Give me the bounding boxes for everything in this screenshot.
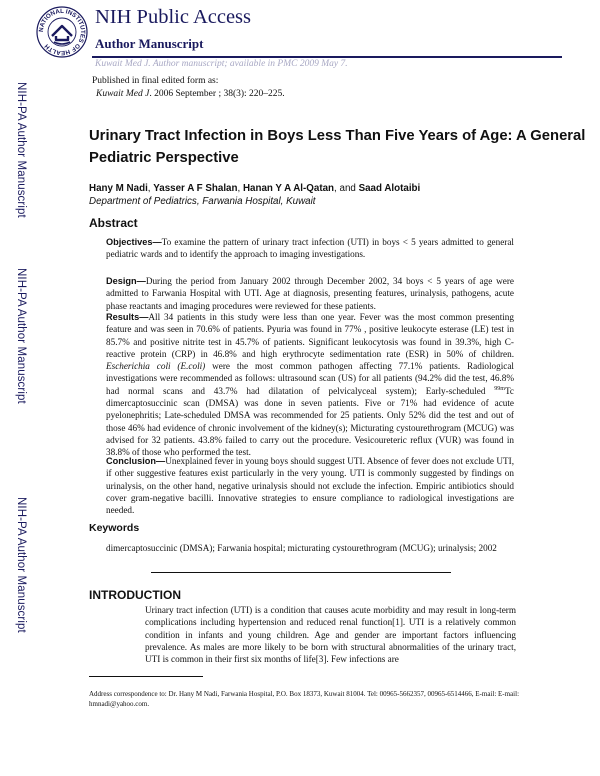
footnote-text: Address correspondence to: Dr. Hany M Nadi, Farwania Hospital, P.O. Box 18373, Kuwait 81004. Tel: 00965-5662357, 00965-6514466, E-mail: E-mail: hmnadi@yahoo.com.: [89, 690, 520, 708]
results-text-3: Tc dimercaptosuccinic scan (DMSA) was done in seven patients. Five or 71% had evidence of acute pyelonephritis; Late-scheduled DMSA was recommended for 25 patients. Only 52% did the test and out of those 46% had evidence of chronic involvement of the kidney(s); Micturating cystourethrogram (MCUG) was advised for 32 patients. 43.8% failed to carry out the procedure. Vesicoureteric reflux (VUR) was found in 38.8% of those who performed the test.: [106, 385, 514, 458]
header-title: NIH Public Access: [95, 6, 252, 28]
conclusion-label: Conclusion—: [106, 456, 166, 466]
keywords-text: dimercaptosuccinic (DMSA); Farwania hospital; micturating cystourethrogram (MCUG); urinalysis; 2002: [106, 543, 497, 553]
publication-citation: [92, 88, 285, 101]
results-isotope: 99m: [494, 385, 505, 392]
author-4: Saad Alotaibi: [358, 183, 421, 194]
design-text: During the period from January 2002 through December 2002, 34 boys < 5 years of age were admitted to Farwania Hospital with UTI. Age at diagnosis, presenting features, urinalysis, pathogens, acute phase reactants and imaging procedures were reviewed for these patients.: [106, 276, 514, 311]
author-and: , and: [334, 183, 359, 194]
conclusion-text: Unexplained fever in young boys should suggest UTI. Absence of fever does not exclude UTI, if other suggestive features exist particularly in the very young. UTI is commonly suggested by findings on urinalysis, on the other hand, negative urinalysis should not exclude the infection. Empiric antibiotics should cover gram-negative bacilli. Innovative strategies to ensure compliance to radiological investigations are needed.: [106, 456, 514, 516]
sidebar-label-middle: NIH-PA Author Manuscript: [15, 268, 27, 404]
abstract-results: [106, 311, 514, 459]
keywords-heading: Keywords: [89, 522, 140, 534]
introduction-heading: INTRODUCTION: [89, 588, 181, 602]
citation-details: . 2006 September ; 38(3): 220–225.: [149, 89, 285, 99]
author-3: Hanan Y A Al-Qatan: [242, 183, 335, 194]
nih-seal-logo: [36, 6, 88, 58]
abstract-conclusion: [106, 455, 514, 516]
publication-info: [92, 75, 285, 101]
svg-text:NATIONAL INSTITUTES OF HEALTH: NATIONAL INSTITUTES OF HEALTH: [37, 7, 87, 57]
header-rule: [92, 56, 562, 58]
footnote-rule: [89, 676, 203, 677]
author-1: Hany M Nadi: [89, 183, 148, 194]
objectives-text: To examine the pattern of urinary tract infection (UTI) in boys < 5 years admitted to general pediatric wards and to identify the approach to imaging investigations.: [106, 237, 514, 260]
header-subtitle: Author Manuscript: [95, 36, 204, 51]
author-separator: ,: [147, 183, 154, 194]
results-text-1: All 34 patients in this study were less than one year. Fever was the most common presenting feature and was seen in 70.6% of patients. Pyuria was found in 77% , positive leukocyte esterase (LE) test in 85.7% and positive nitrite test in 45.7% of patients. Significant leukocytosis was found in 39.3%, high C-reactive protein (CRP) in 46.8% and high erythrocyte sedimentation rate (ESR) in 50% of children.: [106, 312, 514, 359]
author-list: [89, 182, 420, 195]
design-label: Design—: [106, 276, 146, 286]
abstract-heading: Abstract: [89, 216, 138, 230]
author-separator: ,: [237, 183, 243, 194]
author-2: Yasser A F Shalan: [153, 183, 238, 194]
results-text-2: were the most common pathogen affecting 77.1% patients. Radiological investigations were recommended as follows: ultrasound scan (US) for all patients (94.2% did the test, 46.8% had normal scans and 43.7% had dilatation of pelvicalyceal system); Early-scheduled: [106, 361, 514, 396]
abstract-objectives: [106, 236, 514, 261]
affiliation: Department of Pediatrics, Farwania Hospital, Kuwait: [89, 196, 316, 207]
published-label: Published in final edited form as:: [92, 76, 219, 86]
author-block: [89, 182, 420, 208]
journal-name: Kuwait Med J: [96, 89, 150, 99]
abstract-design: [106, 275, 514, 312]
header-citation: Kuwait Med J. Author manuscript; available in PMC 2009 May 7.: [95, 59, 348, 69]
results-label: Results—: [106, 312, 149, 322]
results-organism: Escherichia coli (E.coli): [106, 361, 206, 372]
objectives-label: Objectives—: [106, 237, 162, 247]
introduction-text: Urinary tract infection (UTI) is a condition that causes acute morbidity and may result in long-term complications including hypertension and reduced renal function[1]. UTI is a relatively common condition in infants and young children. Age and gender are important factors influencing prevalence. As males are more likely to be born with structural abnormalities of the urinary tract, UTI is common in their first six months of life[3]. Few infections are: [145, 605, 516, 665]
article-title: Urinary Tract Infection in Boys Less Than Five Years of Age: A General Pediatric Perspective: [89, 128, 586, 166]
sidebar-label-top: NIH-PA Author Manuscript: [15, 82, 27, 218]
sidebar-label-bottom: NIH-PA Author Manuscript: [15, 497, 27, 633]
section-divider: [151, 572, 451, 573]
